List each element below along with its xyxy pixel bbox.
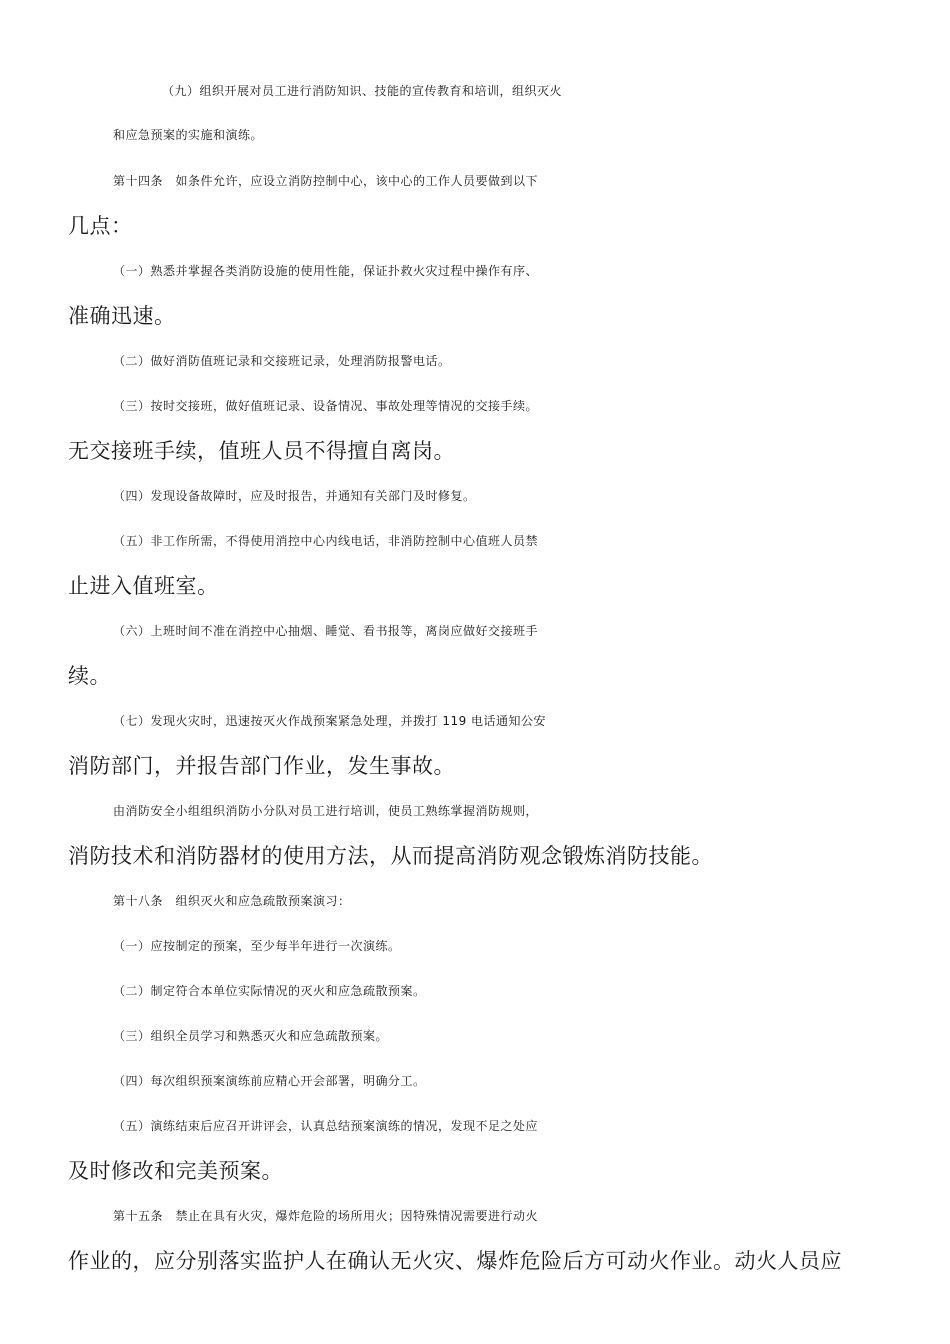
text-line: （一）熟悉并掌握各类消防设施的使用性能，保证扑救火灾过程中操作有序、: [113, 264, 539, 278]
text-line: （二）制定符合本单位实际情况的灭火和应急疏散预案。: [113, 984, 426, 998]
text-line: 续。: [68, 664, 111, 688]
text-line: （六）上班时间不准在消控中心抽烟、睡觉、看书报等，离岗应做好交接班手: [113, 624, 539, 638]
text-line: （五）非工作所需，不得使用消控中心内线电话，非消防控制中心值班人员禁: [113, 534, 539, 548]
text-line: 由消防安全小组组织消防小分队对员工进行培训，使员工熟练掌握消防规则，: [113, 804, 539, 818]
text-line: （四）每次组织预案演练前应精心开会部署，明确分工。: [113, 1074, 426, 1088]
text-line: （四）发现设备故障时，应及时报告，并通知有关部门及时修复。: [113, 489, 476, 503]
text-line: （二）做好消防值班记录和交接班记录，处理消防报警电话。: [113, 354, 451, 368]
text-line: 及时修改和完美预案。: [68, 1159, 283, 1183]
text-line: 消防部门，并报告部门作业，发生事故。: [68, 754, 455, 778]
text-line: 第十五条 禁止在具有火灾，爆炸危险的场所用火；因特殊情况需要进行动火: [113, 1209, 539, 1223]
text-line: （三）组织全员学习和熟悉灭火和应急疏散预案。: [113, 1029, 389, 1043]
text-line: （九）组织开展对员工进行消防知识、技能的宣传教育和培训，组织灭火: [162, 84, 563, 98]
text-line: 第十四条 如条件允许，应设立消防控制中心，该中心的工作人员要做到以下: [113, 174, 539, 188]
text-line: （五）演练结束后应召开讲评会，认真总结预案演练的情况，发现不足之处应: [113, 1119, 539, 1133]
text-line: 无交接班手续，值班人员不得擅自离岗。: [68, 439, 455, 463]
text-line: 第十八条 组织灭火和应急疏散预案演习：: [113, 894, 351, 908]
text-line: 准确迅速。: [68, 304, 176, 328]
text-line: （一）应按制定的预案，至少每半年进行一次演练。: [113, 939, 401, 953]
text-line: 消防技术和消防器材的使用方法，从而提高消防观念锻炼消防技能。: [68, 844, 713, 868]
text-line: （七）发现火灾时，迅速按灭火作战预案紧急处理，并拨打 119 电话通知公安: [113, 714, 547, 728]
text-line: 止进入值班室。: [68, 574, 219, 598]
text-line: 几点：: [68, 214, 133, 238]
text-line: 作业的，应分别落实监护人在确认无火灾、爆炸危险后方可动火作业。动火人员应: [68, 1249, 842, 1273]
text-line: 和应急预案的实施和演练。: [113, 128, 264, 142]
text-line: （三）按时交接班，做好值班记录、设备情况、事故处理等情况的交接手续。: [113, 399, 539, 413]
